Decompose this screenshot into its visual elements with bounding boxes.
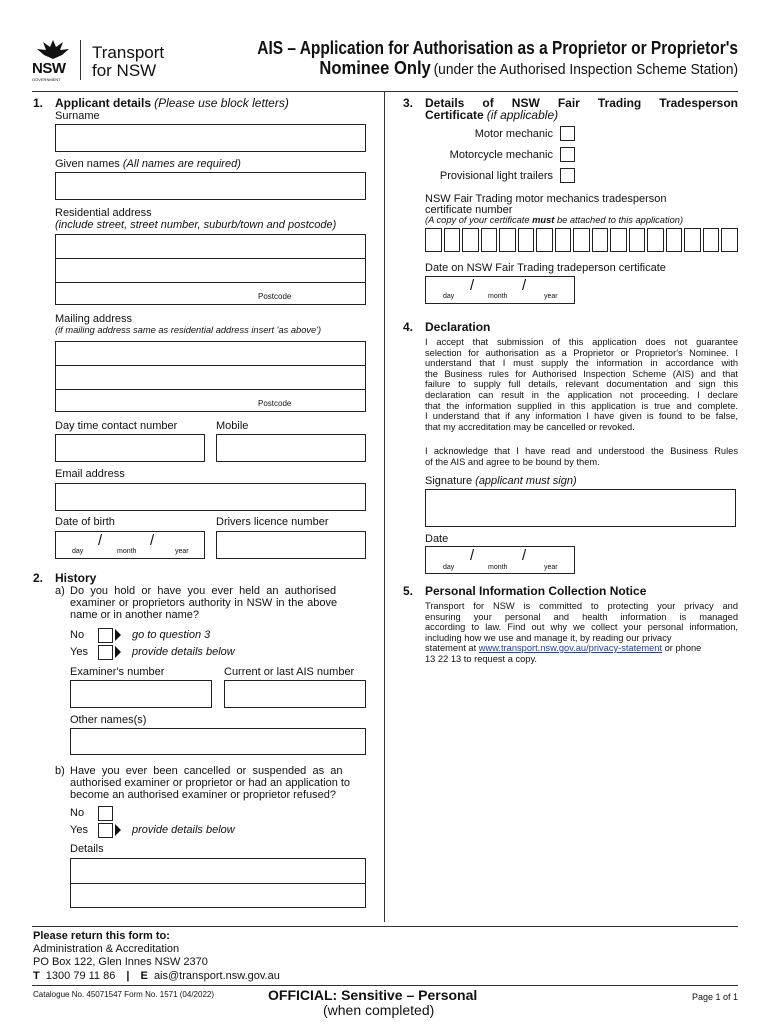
qa-goto: go to question 3 [132,629,211,641]
section2-heading: History [55,571,97,585]
phone-label: T [33,970,40,982]
section3-cert-word: Certificate [425,108,484,122]
cert-digit-box[interactable] [703,228,720,252]
section4-number: 4. [403,320,414,334]
qb-line2: authorised examiner or proprietor or had an application to [70,777,351,789]
given-names-text: Given names [55,158,120,170]
ais-number-label: Current or last AIS number [224,666,355,678]
mailing-postcode-label: Postcode [258,399,292,408]
paragraph-line: declaration can result in the application not proceeding. I declare [425,390,738,400]
header-rule [32,91,738,92]
cert-digit-box[interactable] [425,228,442,252]
paragraph-line: that my accreditation may be cancelled or revoked. [425,421,635,432]
paragraph-line: understand that I must supply the information in accordance with [425,358,738,369]
paragraph-line: the Business rules for Authorised Inspection Scheme (AIS) and that [425,368,738,379]
light-trailers-label: Provisional light trailers [439,170,553,182]
qa-no-label: No [70,629,85,641]
cert-date-day: day [443,293,455,300]
motorcycle-mechanic-checkbox[interactable] [560,147,575,162]
email-label-footer: E [140,970,148,982]
dob-label: Date of birth [55,516,115,528]
form-title-strong: Nominee Only [319,58,431,78]
paragraph-line: according to law. Find out why we collect your personal information, [425,622,738,633]
details-label: Details [70,843,104,855]
cert-note-a: (A copy of your certificate [425,215,530,225]
qa-yes-arrow-icon [115,646,121,658]
other-names-input[interactable] [70,728,366,755]
signature-input[interactable] [425,489,736,527]
cert-date-year: year [544,293,558,300]
mailing-note: (if mailing address same as residential address insert 'as above') [55,325,322,335]
other-names-label: Other names(s) [70,714,147,726]
decl-date-year: year [544,564,558,571]
cert-digit-box[interactable] [555,228,572,252]
cert-digit-box[interactable] [573,228,590,252]
paragraph-line: failure to supply full details, relevant documentation and sign this [425,379,738,390]
contact-line [33,970,280,982]
qa-letter: a) [55,585,65,597]
phone-number: 1300 79 11 86 [45,970,116,982]
section5-number: 5. [403,584,414,598]
classification: OFFICIAL: Sensitive – Personal [268,987,478,1003]
cert-digit-box[interactable] [499,228,516,252]
cert-number-note [425,215,683,225]
classification-note: (when completed) [323,1002,435,1018]
residential-note: (include street, street number, suburb/town and postcode) [55,219,337,231]
cert-date-sep1: / [470,277,475,294]
dob-month: month [117,548,137,555]
section1-heading [55,96,289,110]
qa-no-arrow-icon [115,629,121,641]
section3-number: 3. [403,96,414,110]
licence-label: Drivers licence number [216,516,329,528]
qa-line3: name or in another name? [70,609,200,621]
statement-prefix: statement at [425,643,477,653]
return-address-2: PO Box 122, Glen Innes NSW 2370 [33,956,208,968]
examiner-number-label: Examiner's number [70,666,165,678]
dob-sep2: / [150,532,155,549]
decl-date-sep1: / [470,547,475,564]
given-names-input[interactable] [55,172,366,200]
logo-wordmark: NSW [32,60,66,77]
section1-number: 1. [33,96,44,110]
cert-digit-box[interactable] [536,228,553,252]
residential-address-input[interactable] [55,234,366,305]
cert-digit-box[interactable] [462,228,479,252]
cert-digit-box[interactable] [684,228,701,252]
contact-email: ais@transport.nsw.gov.au [153,970,280,982]
cert-digit-box[interactable] [721,228,738,252]
qb-yes-arrow-icon [115,824,121,836]
section2-number: 2. [33,571,44,585]
declaration-date-label: Date [425,533,449,545]
examiner-number-input[interactable] [70,680,212,708]
section3-heading-line2 [425,108,558,122]
contact-separator: | [126,970,130,982]
surname-input[interactable] [55,124,366,152]
cert-digit-box[interactable] [610,228,627,252]
qa-provide: provide details below [132,646,235,658]
paragraph-line: selection for authorisation as a Proprietor or Proprietor's Nominee. I [425,347,738,358]
qa-yes-checkbox[interactable] [98,645,113,660]
privacy-statement-line [425,643,701,653]
day-phone-label: Day time contact number [55,420,178,432]
footer-rule-2 [32,985,738,986]
page-number: Page 1 of 1 [691,992,738,1002]
qb-no-label: No [70,807,85,819]
catalogue-number: Catalogue No. 45071547 Form No. 1571 (04/2022) [33,990,215,999]
paragraph-line: I accept that submission of this application does not guarantee [425,337,738,347]
decl-date-sep2: / [522,547,527,564]
footer-rule [32,926,738,927]
ais-number-input[interactable] [224,680,366,708]
logo-divider [80,40,81,80]
mobile-label: Mobile [216,420,249,432]
dob-sep1: / [98,532,103,549]
qa-yes-label: Yes [70,646,88,658]
paragraph-line: of the AIS and agree to be bound by them. [425,456,600,467]
paragraph-line: that the information supplied in this application is true and complete. [425,400,738,411]
signature-text: Signature [425,475,473,487]
qb-no-checkbox[interactable] [98,806,113,821]
cert-date-label: Date on NSW Fair Trading tradeperson certificate [425,262,666,274]
section1-note: (Please use block letters) [154,96,289,110]
signature-label [425,475,577,487]
qb-provide: provide details below [132,824,235,836]
light-trailers-checkbox[interactable] [560,168,575,183]
mailing-address-input[interactable] [55,341,366,412]
signature-note: (applicant must sign) [475,475,577,487]
cert-digit-box[interactable] [629,228,646,252]
cert-digit-box[interactable] [518,228,535,252]
residential-postcode-label: Postcode [258,292,292,301]
section1-title: Applicant details [55,96,152,110]
form-title-line1: AIS – Application for Authorisation as a Proprietor or Proprietor's [257,38,738,58]
paragraph-line: I acknowledge that I have read and understood the Business Rules [425,446,738,456]
waratah-icon [33,38,73,62]
given-names-label [55,158,241,170]
logo-subtext: GOVERNMENT [32,77,61,82]
cert-digit-box[interactable] [647,228,664,252]
qa-line2: examiner or proprietors authority in NSW in the above [70,597,338,609]
agency-line2: for NSW [92,61,157,80]
cert-digit-box[interactable] [481,228,498,252]
licence-input[interactable] [216,531,366,559]
nsw-logo [32,38,74,82]
cert-note-b: be attached to this application) [556,215,684,225]
email-input[interactable] [55,483,366,511]
qa-no-checkbox[interactable] [98,628,113,643]
cert-date-month: month [488,293,508,300]
dob-year: year [175,548,189,555]
cert-number-line1: NSW Fair Trading motor mechanics tradesperson [425,193,667,205]
section5-heading: Personal Information Collection Notice [425,584,647,598]
dob-input[interactable] [55,531,205,559]
cert-number-digit-boxes[interactable] [425,228,738,253]
agency-line1: Transport [92,43,165,62]
day-phone-input[interactable] [55,434,205,462]
qb-line1: Have you ever been cancelled or suspended as an [70,765,343,777]
motorcycle-mechanic-label: Motorcycle mechanic [449,149,553,161]
declaration-date-input[interactable] [425,546,575,574]
qb-yes-checkbox[interactable] [98,823,113,838]
motor-mechanic-checkbox[interactable] [560,126,575,141]
qa-line1: Do you hold or have you ever held an authorised [70,585,337,597]
statement-suffix: or phone [664,643,702,653]
details-input[interactable] [70,858,366,908]
privacy-last-line: 13 22 13 to request a copy. [425,654,537,664]
column-divider [384,92,385,922]
cert-date-input[interactable] [425,276,575,304]
form-title-line2 [319,58,738,79]
cert-number-line2: certificate number [425,204,513,216]
form-title-note: (under the Authorised Inspection Scheme Station) [433,61,738,78]
paragraph-line: Transport for NSW is committed to protecting your privacy and [425,601,738,611]
cert-date-sep2: / [522,277,527,294]
residential-label: Residential address [55,207,152,219]
qb-letter: b) [55,765,65,777]
qb-yes-label: Yes [70,824,88,836]
dob-day: day [72,548,84,555]
mailing-label: Mailing address [55,313,133,325]
surname-label: Surname [55,110,100,122]
cert-digit-box[interactable] [592,228,609,252]
cert-digit-box[interactable] [444,228,461,252]
email-label: Email address [55,468,125,480]
cert-note-must: must [532,215,555,225]
section4-heading: Declaration [425,320,491,334]
return-heading: Please return this form to: [33,930,170,942]
section3-heading-line1: Details of NSW Fair Trading Tradesperson [425,96,738,110]
cert-digit-box[interactable] [666,228,683,252]
return-address-1: Administration & Accreditation [33,943,180,955]
mobile-input[interactable] [216,434,366,462]
motor-mechanic-label: Motor mechanic [474,128,553,140]
qb-line3: become an authorised examiner or proprietor refused? [70,789,336,801]
decl-date-month: month [488,564,508,571]
privacy-statement-link[interactable]: www.transport.nsw.gov.au/privacy-statement [478,643,663,653]
paragraph-line: I understand that if any information I have given is found to be false, [425,411,738,422]
paragraph-line: ensuring your personal and health information is managed [425,611,738,622]
paragraph-line: including how we use and manage it, by reading our privacy [425,632,672,643]
decl-date-day: day [443,564,455,571]
given-names-note: (All names are required) [122,158,241,170]
section3-note: (if applicable) [486,108,559,122]
